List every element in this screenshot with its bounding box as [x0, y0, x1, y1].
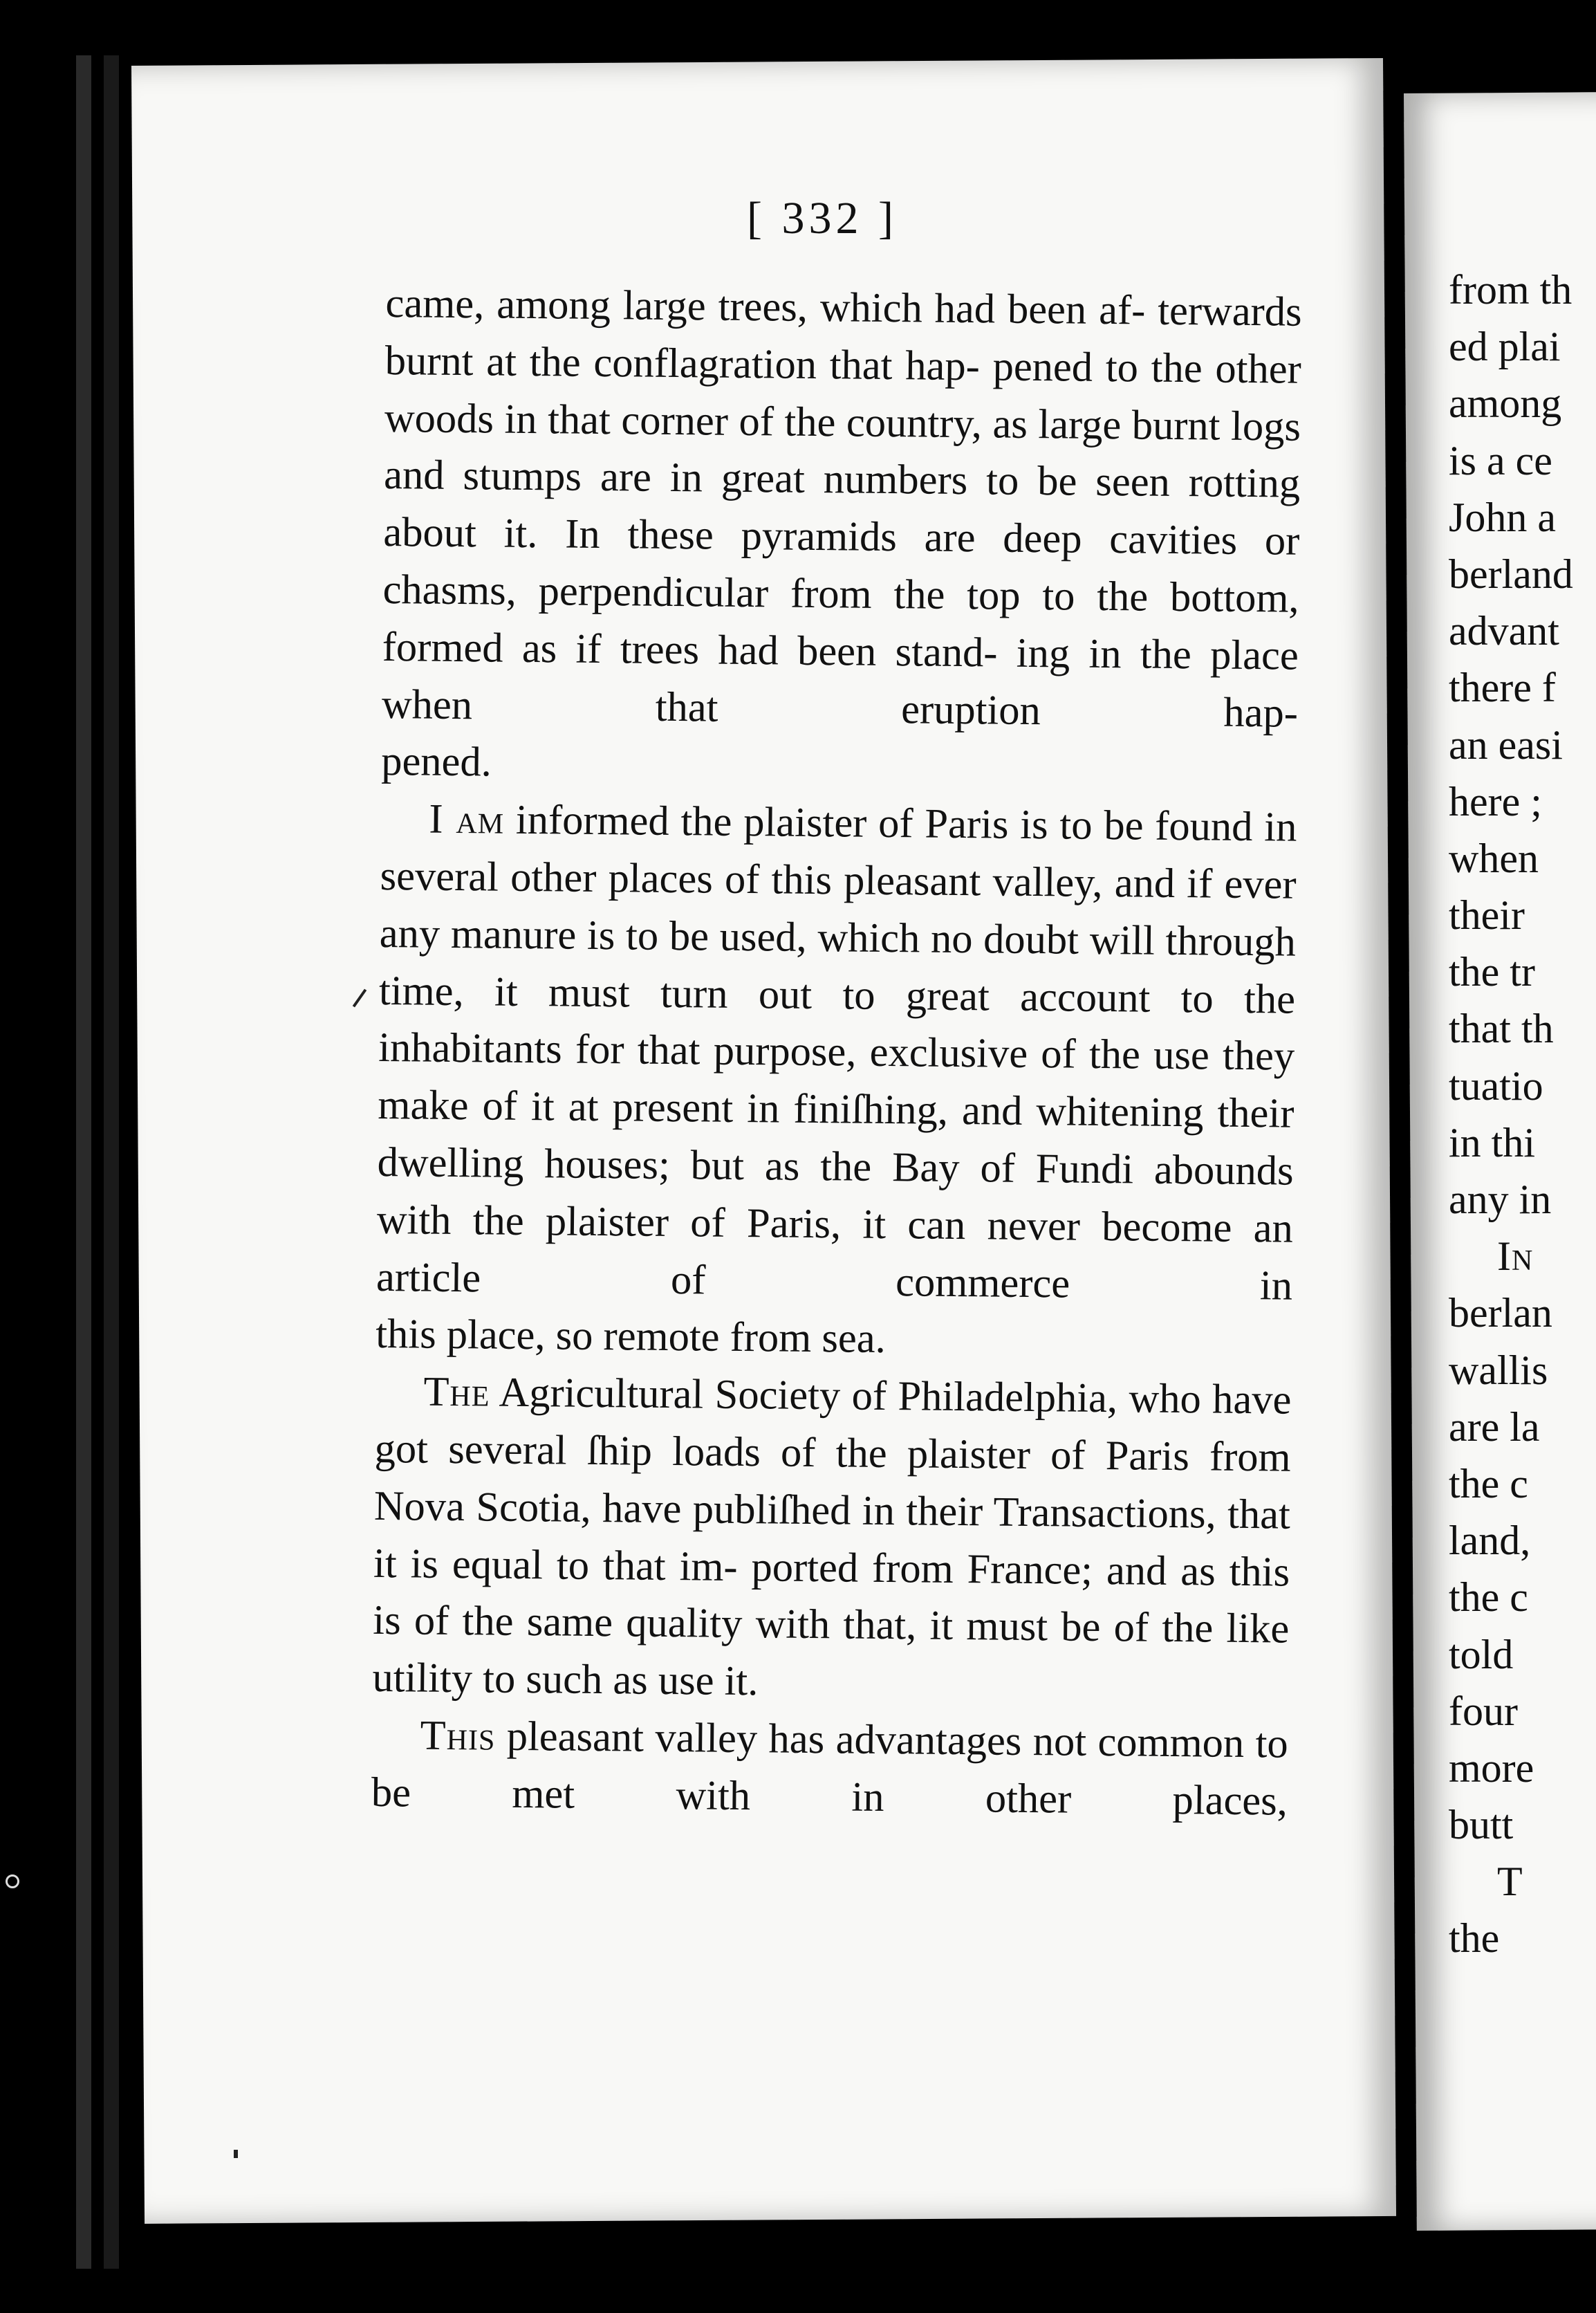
text-line: valley, and if ever any manure is to be used, [379, 858, 1297, 961]
text-line: common to be met with in other places, [371, 1718, 1289, 1825]
facing-line: wallis [1449, 1347, 1548, 1393]
text-line: the country, as large burnt logs and stumps [383, 398, 1301, 501]
text-line: this place, so remote from sea. [375, 1311, 887, 1363]
text-line: found in several other places of this pleasant [380, 802, 1297, 905]
stray-dot [234, 2150, 238, 2158]
facing-line: the c [1449, 1574, 1528, 1621]
text-line: pened. [380, 738, 492, 786]
facing-line: more [1449, 1744, 1534, 1791]
facing-line: T [1497, 1859, 1523, 1905]
text-line: their dwelling houses; but as the Bay of [377, 1089, 1295, 1192]
facing-line: any in [1449, 1177, 1552, 1222]
facing-line: here ; [1449, 778, 1542, 824]
facing-line: In [1497, 1233, 1534, 1280]
facing-line: berlan [1449, 1290, 1552, 1336]
facing-line: among [1449, 380, 1562, 427]
facing-line: the tr [1449, 949, 1535, 995]
facing-line: when [1449, 835, 1539, 881]
text-line: Fundi abounds with the plaister of Paris, it [376, 1145, 1294, 1248]
text-line: same quality with that, it must be of the like [526, 1598, 1290, 1652]
text-line: informed the plaister of Paris is to be [503, 796, 1144, 849]
small-caps-lead: This [420, 1712, 496, 1760]
small-caps-lead: The [423, 1368, 490, 1416]
text-line: came, among large trees, which had been af- [385, 279, 1146, 334]
facing-line: there f [1449, 665, 1556, 711]
text-line: that purpose, exclusive of the use they make [378, 1026, 1295, 1130]
text-line: can never become an article of commerce in [375, 1201, 1294, 1309]
facing-line: butt [1449, 1802, 1514, 1848]
paragraph-1-end [381, 733, 1298, 800]
text-line: utility to such as use it. [372, 1655, 759, 1705]
text-line: bottom, formed as if trees had been stand- [382, 573, 1299, 676]
paragraph-3-end [372, 1650, 1289, 1716]
facing-line: four [1449, 1688, 1518, 1734]
text-line: their Transactions, that it is equal to that im- [373, 1488, 1291, 1590]
text-line: pened to the other woods in that corner of [384, 343, 1302, 445]
paragraph-3 [373, 1363, 1292, 1659]
facing-line: their [1449, 892, 1525, 939]
text-line: who have got several ſhip loads of the plaister [374, 1375, 1292, 1478]
facing-line: berland [1449, 551, 1573, 597]
facing-line: advant [1449, 608, 1559, 654]
main-text-body [371, 275, 1302, 1830]
facing-line: the [1449, 1915, 1500, 1962]
text-line: of it at present in finiſhing, and whitening [482, 1082, 1204, 1136]
facing-line: ed plai [1449, 324, 1561, 370]
text-line: are in great numbers to be seen rotting about [383, 454, 1301, 557]
text-line: ing in the place when that eruption hap- [381, 629, 1299, 737]
edge-punch-hole [6, 1874, 19, 1888]
facing-line: land, [1449, 1518, 1531, 1564]
facing-line: in thi [1449, 1119, 1536, 1165]
facing-page-fragment [1449, 261, 1573, 1967]
text-line: it. In these pyramids are deep cavities or [503, 510, 1300, 564]
text-line: Agricultural Society of Philadelphia, [490, 1369, 1118, 1422]
paragraph-2-end [375, 1306, 1292, 1372]
facing-line: are la [1449, 1403, 1540, 1450]
facing-line: tuatio [1449, 1062, 1543, 1109]
book-edge [76, 55, 91, 2269]
book-edge [104, 55, 119, 2269]
text-line: pleasant valley has advantages not [495, 1713, 1087, 1765]
facing-line: an easi [1449, 721, 1563, 768]
facing-line: that th [1449, 1006, 1554, 1052]
text-line: which no doubt will through time, it must [378, 914, 1297, 1016]
paragraph-2 [376, 791, 1297, 1315]
facing-line: the c [1449, 1460, 1528, 1506]
paragraph-1 [382, 275, 1302, 742]
page-number-header: [ 332 ] [747, 193, 898, 243]
text-line: of Paris from Nova Scotia, have publiſhed in [373, 1432, 1291, 1534]
text-line: terwards burnt at the conflagration that hap- [384, 287, 1302, 390]
paragraph-4 [371, 1707, 1289, 1830]
facing-line: told [1449, 1631, 1514, 1677]
text-line: chasms, perpendicular from the top to the [382, 566, 1149, 620]
facing-line: John a [1449, 494, 1556, 540]
facing-line: is a ce [1449, 437, 1552, 483]
facing-line: from th [1449, 267, 1572, 313]
text-line: turn out to great account to the inhabitants for [378, 970, 1296, 1073]
small-caps-lead: I am [429, 795, 505, 843]
text-line: ported from France; and as this is of the [373, 1543, 1290, 1646]
